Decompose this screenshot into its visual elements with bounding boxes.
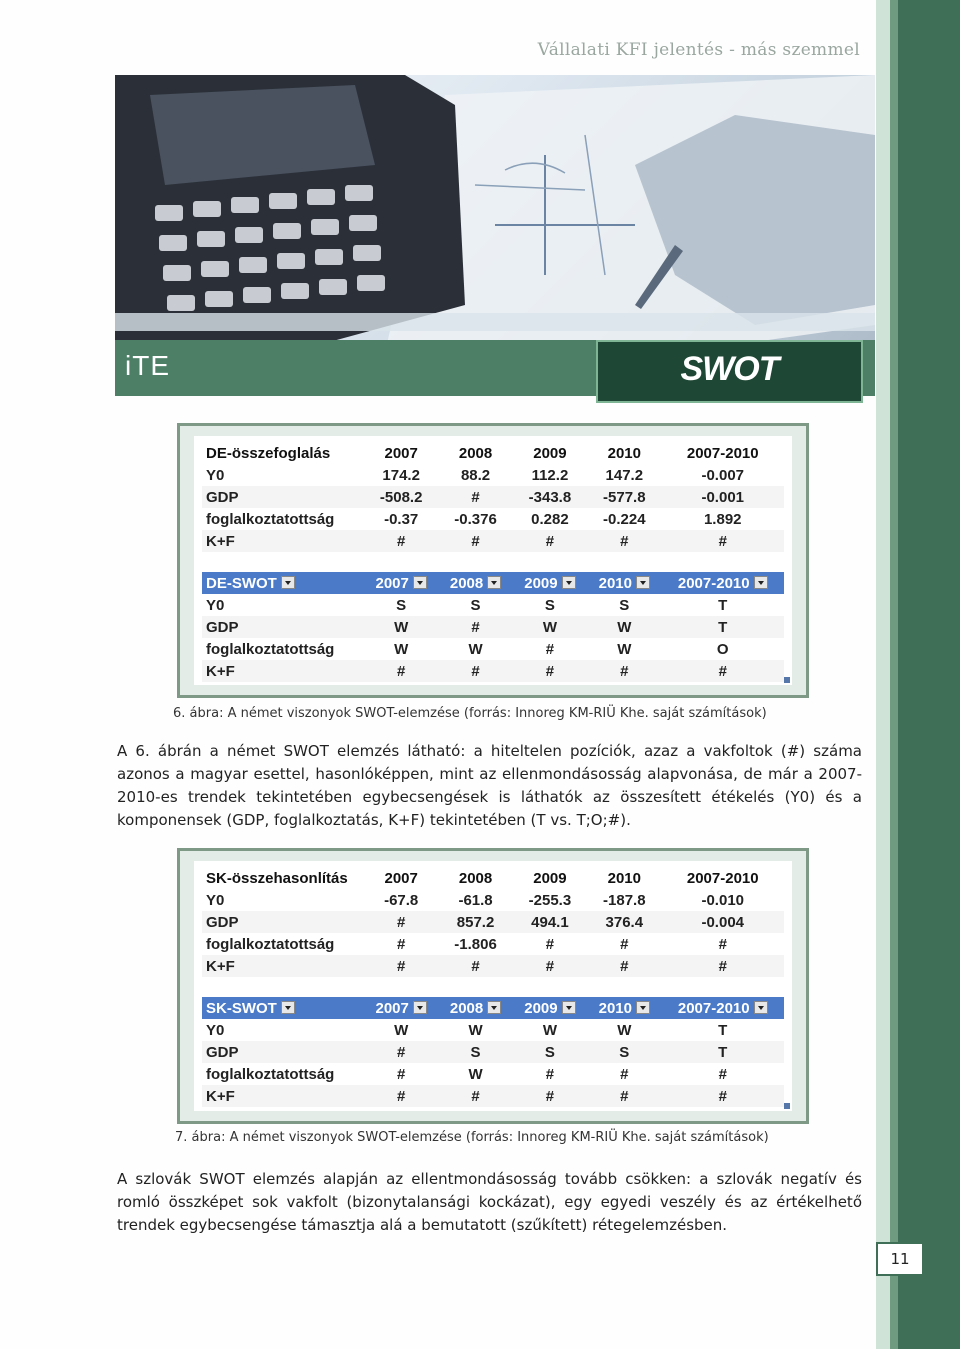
table-cell (587, 638, 661, 660)
table-cell (364, 911, 438, 933)
table-row (202, 1041, 784, 1063)
row-label: GDP (206, 1043, 239, 1061)
table-cell (202, 1019, 364, 1041)
table-cell: W (617, 618, 632, 636)
table-cell (513, 572, 587, 594)
table-cell (364, 508, 438, 530)
table-cell (364, 638, 438, 660)
table-cell: # (545, 1087, 555, 1105)
table-row (202, 616, 784, 638)
table-cell: 2009 (533, 869, 567, 887)
table-cell: -508.2 (379, 488, 423, 506)
table-cell (202, 911, 364, 933)
table-cell: # (620, 957, 629, 975)
table-cell: # (620, 662, 629, 680)
table-cell (513, 442, 587, 464)
table-cell (438, 933, 512, 955)
table-cell: # (718, 1087, 727, 1105)
table-cell (364, 1019, 438, 1041)
table-cell: 2010 (607, 444, 641, 462)
row-label: K+F (206, 532, 235, 550)
table-row (202, 660, 784, 682)
table-cell (587, 660, 661, 682)
table-row (202, 933, 784, 955)
table-header-row (202, 867, 784, 889)
filter-dropdown-icon[interactable] (562, 576, 576, 589)
table-cell (662, 660, 785, 682)
table-cell: # (471, 1087, 480, 1105)
table-cell: W (468, 640, 483, 658)
table-cell (587, 572, 661, 594)
row-label: K+F (206, 1087, 235, 1105)
table-cell (513, 1085, 587, 1107)
table-cell (438, 486, 512, 508)
table-cell: -0.224 (603, 510, 646, 528)
table-cell (513, 1041, 587, 1063)
table-cell (202, 867, 364, 889)
table-cell (364, 1085, 438, 1107)
table-cell: 174.2 (382, 466, 420, 484)
table-cell: 0.282 (531, 510, 569, 528)
row-label: GDP (206, 618, 239, 636)
table-cell (587, 530, 661, 552)
table-cell (662, 955, 785, 977)
section-title: SWOT (680, 350, 779, 388)
table-cell: 88.2 (460, 466, 491, 484)
ite-logo: iTE (125, 350, 170, 381)
table-cell (587, 594, 661, 616)
table-cell (364, 955, 438, 977)
table-cell (513, 464, 587, 486)
table-cell (202, 594, 364, 616)
table-cell (513, 486, 587, 508)
table-cell (364, 530, 438, 552)
table-cell (202, 889, 364, 911)
table-cell (662, 464, 785, 486)
table-cell: S (544, 596, 555, 614)
table-cell (513, 955, 587, 977)
filter-dropdown-icon[interactable] (754, 1001, 768, 1014)
table-cell (202, 442, 364, 464)
table-cell (438, 638, 512, 660)
row-label: Y0 (206, 1021, 225, 1039)
table-cell: # (620, 1087, 629, 1105)
table-cell (364, 889, 438, 911)
page-number: 11 (876, 1242, 924, 1276)
row-label: Y0 (206, 466, 225, 484)
table-cell (513, 1019, 587, 1041)
table-cell (513, 997, 587, 1019)
filter-dropdown-icon[interactable] (281, 576, 295, 589)
table-cell: # (545, 662, 555, 680)
table-row (202, 530, 784, 552)
table-cell: # (397, 913, 406, 931)
table-cell (587, 616, 661, 638)
table-cell: W (617, 640, 632, 658)
table-cell (364, 486, 438, 508)
table-cell: T (718, 618, 728, 636)
table-cell (438, 1085, 512, 1107)
table-row (202, 911, 784, 933)
table-cell: 494.1 (531, 913, 569, 931)
table-cell: W (394, 1021, 409, 1039)
row-label: foglalkoztatottság (206, 510, 335, 528)
table-cell: W (394, 618, 409, 636)
paragraph-slovak-analysis: A szlovák SWOT elemzés alapján az ellentmondásosság tovább csökken: a szlovák negatív és romló összképet sok vakfolt (bizonytalansági kockázat), egy egyedi veszély és az értékelhető trendek egybecsengése támasztja alá a bemutatott (szűkített) rétegelemzésben. (117, 1170, 862, 1234)
table-cell: -187.8 (603, 891, 646, 909)
table-cell: W (468, 1021, 483, 1039)
table-cell: # (471, 957, 480, 975)
table-cell (662, 530, 785, 552)
table-cell: -255.3 (528, 891, 572, 909)
table-cell: 2009 (533, 444, 567, 462)
table-cell: -0.001 (701, 488, 745, 506)
filter-dropdown-icon[interactable] (487, 1001, 501, 1014)
table-cell (662, 1085, 785, 1107)
row-label: GDP (206, 488, 239, 506)
table-cell: # (545, 640, 555, 658)
table-cell: S (619, 1043, 630, 1061)
table-cell (513, 508, 587, 530)
table-cell (662, 616, 785, 638)
table-cell: 2007-2010 (686, 869, 759, 887)
table-cell: # (718, 662, 727, 680)
table-cell: 147.2 (605, 466, 644, 484)
table-cell: # (471, 532, 480, 550)
table-cell (438, 508, 512, 530)
table-cell: S (544, 1043, 555, 1061)
table-cell (202, 1085, 364, 1107)
table-row (202, 464, 784, 486)
table-cell: # (471, 618, 480, 636)
table-cell (662, 1063, 785, 1085)
table-row (202, 889, 784, 911)
table-cell (438, 572, 512, 594)
table-cell (202, 997, 364, 1019)
table-cell (202, 572, 364, 594)
table-cell (438, 867, 512, 889)
table-row (202, 1063, 784, 1085)
row-label: SK-összehasonlítás (206, 869, 348, 887)
table-cell: -67.8 (384, 891, 419, 909)
table-cell (202, 530, 364, 552)
table-cell (513, 867, 587, 889)
table-cell: W (542, 1021, 558, 1039)
filter-dropdown-icon[interactable] (562, 1001, 576, 1014)
table-cell: 2009 (524, 574, 558, 592)
table-row (202, 1019, 784, 1041)
table-cell (662, 486, 785, 508)
table-cell (587, 486, 661, 508)
table-cell (202, 933, 364, 955)
table-cell (513, 889, 587, 911)
table-cell: W (468, 1065, 483, 1083)
table-cell (438, 464, 512, 486)
table-cell (438, 955, 512, 977)
table-cell: 2008 (449, 574, 484, 592)
table-cell (202, 638, 364, 660)
table-cell (587, 508, 661, 530)
table-cell: -577.8 (603, 488, 646, 506)
table-cell: S (619, 596, 630, 614)
table-cell: # (397, 1065, 406, 1083)
table-cell: # (545, 935, 555, 953)
table-cell (587, 955, 661, 977)
table-cell (662, 508, 785, 530)
table-cell (587, 911, 661, 933)
table-cell (662, 442, 785, 464)
table-cell: # (397, 662, 406, 680)
table-cell: # (718, 957, 727, 975)
table-cell: -343.8 (528, 488, 572, 506)
table-cell: # (545, 532, 555, 550)
table-row (202, 955, 784, 977)
table-cell: W (394, 640, 409, 658)
table-cell (662, 638, 785, 660)
table-cell (662, 997, 785, 1019)
table-cell: W (542, 618, 558, 636)
table-cell: 2007 (375, 574, 409, 592)
table-cell: # (397, 935, 406, 953)
table-cell (662, 1019, 785, 1041)
table-cell: 2007-2010 (677, 574, 750, 592)
filter-header-row (202, 572, 784, 594)
table-cell (202, 660, 364, 682)
table-cell (438, 889, 512, 911)
row-label: Y0 (206, 891, 225, 909)
row-label: DE-SWOT (206, 574, 277, 592)
table-cell (587, 889, 661, 911)
table-cell: 2007-2010 (686, 444, 759, 462)
table-cell (587, 933, 661, 955)
table-cell: 112.2 (531, 466, 569, 484)
table-cell (587, 1085, 661, 1107)
table-cell: # (620, 1065, 629, 1083)
table-cell: 2010 (598, 574, 632, 592)
table-cell: 2009 (524, 999, 558, 1017)
figure-7-table (202, 867, 784, 1107)
table-cell (438, 442, 512, 464)
table-cell (438, 660, 512, 682)
table-cell: 2007 (384, 869, 418, 887)
filter-dropdown-icon[interactable] (636, 576, 650, 589)
table-cell (513, 594, 587, 616)
table-cell (513, 638, 587, 660)
table-cell (364, 660, 438, 682)
table-cell (587, 1019, 661, 1041)
table-cell: # (471, 488, 480, 506)
filter-dropdown-icon[interactable] (413, 576, 427, 589)
table-cell: S (470, 1043, 481, 1061)
table-cell (662, 1041, 785, 1063)
table-cell: T (718, 1043, 728, 1061)
table-cell: 2010 (598, 999, 632, 1017)
filter-dropdown-icon[interactable] (754, 576, 768, 589)
figure-7-caption: 7. ábra: A német viszonyok SWOT-elemzése (forrás: Innoreg KM-RIÜ Khe. saját számítások) (175, 1130, 769, 1145)
table-cell: 2007 (384, 444, 418, 462)
table-cell (202, 955, 364, 977)
decorative-stripe (898, 0, 960, 1349)
table-cell (438, 1019, 512, 1041)
table-cell: 2008 (449, 999, 484, 1017)
table-row (202, 1085, 784, 1107)
table-cell (364, 572, 438, 594)
table-cell: 2007 (375, 999, 409, 1017)
table-cell: 2010 (607, 869, 641, 887)
table-cell (438, 530, 512, 552)
table-cell: # (397, 1087, 406, 1105)
table-cell (587, 442, 661, 464)
decorative-stripe (876, 0, 890, 1349)
table-cell: O (716, 640, 729, 658)
table-cell (364, 1063, 438, 1085)
table-cell: # (620, 532, 629, 550)
figure-6-table (202, 442, 784, 682)
table-cell (587, 1041, 661, 1063)
figure-6-caption: 6. ábra: A német viszonyok SWOT-elemzése (forrás: Innoreg KM-RIÜ Khe. saját számítások) (173, 706, 767, 721)
table-cell (202, 1063, 364, 1085)
table-cell: -0.37 (384, 510, 419, 528)
paragraph-german-analysis: A 6. ábrán a német SWOT elemzés látható: a hiteltelen pozíciók, azaz a vakfoltok (#) száma azonos a magyar esettel, hasonlóképpen, mint az ellenmondásosság alapvonása, de már a 2007-2010-es trendek tekintetében egybecsengések is láthatók az összesített étékelés (Y0) és a komponensek (GDP, foglalkoztatás, K+F) tekintetében (T vs. T;O;#). (117, 742, 862, 829)
table-cell: # (471, 662, 480, 680)
table-cell (662, 594, 785, 616)
row-label: DE-összefoglalás (206, 444, 331, 462)
filter-dropdown-icon[interactable] (413, 1001, 427, 1014)
row-label: K+F (206, 957, 235, 975)
table-cell (513, 911, 587, 933)
figure-7-frame (177, 848, 809, 1124)
table-cell: 2008 (458, 444, 493, 462)
table-cell: S (396, 596, 407, 614)
table-cell (202, 508, 364, 530)
table-cell (438, 911, 512, 933)
table-cell (364, 867, 438, 889)
table-cell: # (397, 957, 406, 975)
table-row (202, 638, 784, 660)
table-cell (662, 867, 785, 889)
table-cell (587, 867, 661, 889)
table-cell: # (718, 935, 727, 953)
table-cell: # (620, 935, 629, 953)
table-row (202, 508, 784, 530)
table-cell: -0.004 (701, 913, 745, 931)
table-cell (662, 889, 785, 911)
table-cell (662, 911, 785, 933)
table-cell (364, 997, 438, 1019)
table-cell: # (718, 532, 727, 550)
table-spacer (202, 552, 784, 572)
table-cell (587, 464, 661, 486)
filter-dropdown-icon[interactable] (281, 1001, 295, 1014)
table-cell: -0.010 (701, 891, 745, 909)
table-cell: S (470, 596, 481, 614)
table-cell: 2007-2010 (677, 999, 750, 1017)
table-cell (202, 486, 364, 508)
row-label: foglalkoztatottság (206, 935, 335, 953)
figure-6-spreadsheet (194, 436, 792, 685)
table-cell: W (617, 1021, 632, 1039)
table-cell: T (718, 1021, 728, 1039)
table-cell (364, 1041, 438, 1063)
table-cell: # (545, 957, 555, 975)
table-cell: 857.2 (456, 913, 495, 931)
table-cell (438, 1041, 512, 1063)
table-row (202, 594, 784, 616)
filter-dropdown-icon[interactable] (487, 576, 501, 589)
figure-7-spreadsheet (194, 861, 792, 1111)
section-title-box (596, 340, 863, 403)
table-cell (513, 616, 587, 638)
row-label: GDP (206, 913, 239, 931)
figure-6-frame (177, 423, 809, 698)
row-label: K+F (206, 662, 235, 680)
filter-dropdown-icon[interactable] (636, 1001, 650, 1014)
table-cell (438, 594, 512, 616)
table-cell (587, 997, 661, 1019)
table-cell (202, 1041, 364, 1063)
table-spacer (202, 977, 784, 997)
decorative-stripe (890, 0, 898, 1349)
table-cell (438, 616, 512, 638)
table-cell (364, 442, 438, 464)
table-cell (438, 1063, 512, 1085)
table-cell: # (397, 1043, 406, 1061)
table-header-row (202, 442, 784, 464)
table-cell (513, 1063, 587, 1085)
table-cell (513, 933, 587, 955)
row-label: foglalkoztatottság (206, 1065, 335, 1083)
table-cell: T (718, 596, 728, 614)
table-cell: # (397, 532, 406, 550)
table-cell: 2008 (458, 869, 493, 887)
table-row (202, 486, 784, 508)
table-cell: 1.892 (703, 510, 742, 528)
table-cell (202, 464, 364, 486)
running-title: Vállalati KFI jelentés - más szemmel (537, 40, 860, 60)
table-cell (438, 997, 512, 1019)
table-cell: -61.8 (458, 891, 493, 909)
table-cell (364, 464, 438, 486)
row-label: SK-SWOT (206, 999, 277, 1017)
table-cell (364, 594, 438, 616)
table-cell: -1.806 (454, 935, 497, 953)
table-cell (662, 572, 785, 594)
table-cell (587, 1063, 661, 1085)
row-label: foglalkoztatottság (206, 640, 335, 658)
row-label: Y0 (206, 596, 225, 614)
table-cell: # (545, 1065, 555, 1083)
table-cell (662, 933, 785, 955)
filter-header-row (202, 997, 784, 1019)
table-cell: 376.4 (605, 913, 644, 931)
table-cell (202, 616, 364, 638)
table-cell: # (718, 1065, 727, 1083)
table-cell (513, 660, 587, 682)
table-cell (364, 616, 438, 638)
table-cell (364, 933, 438, 955)
table-cell (513, 530, 587, 552)
table-cell: -0.007 (701, 466, 745, 484)
table-cell: -0.376 (454, 510, 497, 528)
